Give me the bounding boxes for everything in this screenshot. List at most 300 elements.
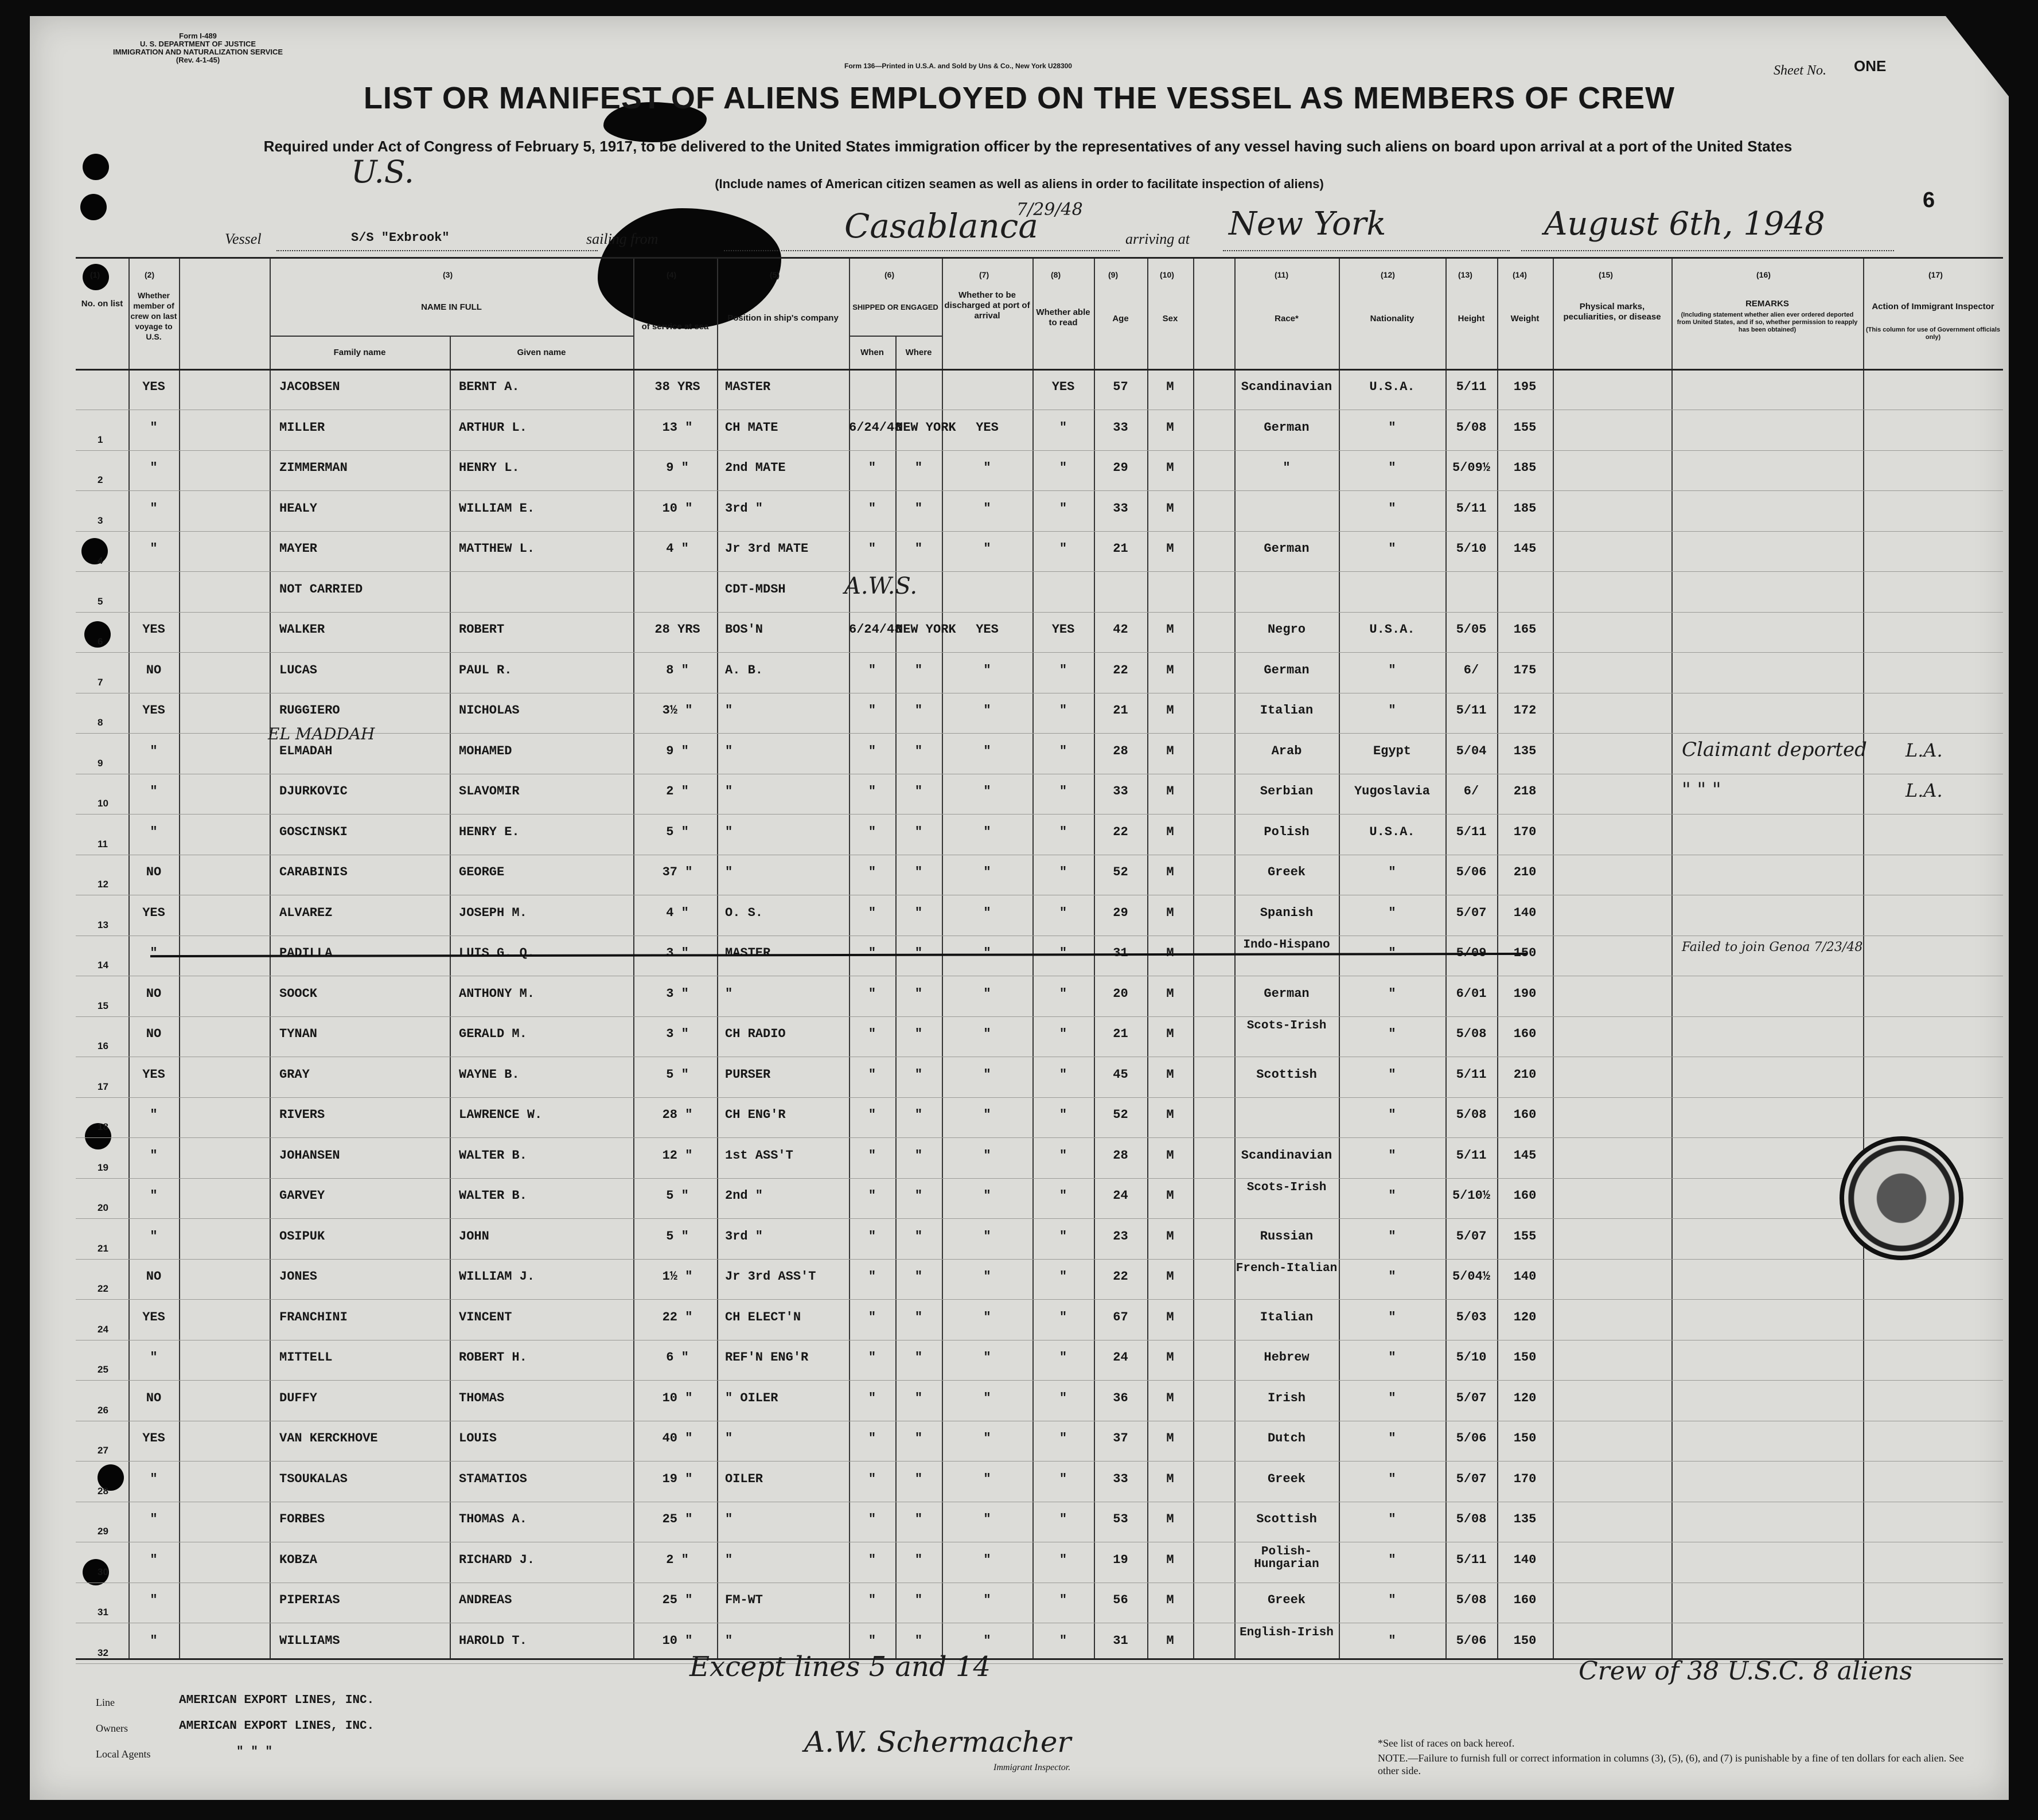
cell-age: 29 bbox=[1113, 461, 1128, 475]
row-number: 12 bbox=[98, 879, 108, 890]
cell-when: 6/24/48 bbox=[849, 420, 902, 435]
inspector-label: Immigrant Inspector. bbox=[993, 1763, 1071, 1772]
cell-service: 40 " bbox=[662, 1431, 693, 1445]
cell-race: Serbian bbox=[1260, 784, 1314, 798]
cell-where: " bbox=[914, 1310, 923, 1324]
cell-nationality: U.S.A. bbox=[1369, 824, 1415, 839]
cell-sex: M bbox=[1166, 1108, 1174, 1122]
cell-nationality: " bbox=[1388, 1471, 1396, 1486]
cell-service: 10 " bbox=[662, 1633, 693, 1648]
cell-weight: 160 bbox=[1513, 1188, 1537, 1203]
cell-race: Russian bbox=[1260, 1229, 1314, 1244]
cell-family: FRANCHINI bbox=[279, 1310, 348, 1324]
cell-race: German bbox=[1264, 662, 1310, 677]
cell-when: " bbox=[868, 905, 876, 920]
cell-nationality: U.S.A. bbox=[1369, 380, 1415, 394]
cell-nationality: " bbox=[1388, 1067, 1396, 1082]
cell-age: 36 bbox=[1113, 1390, 1128, 1405]
cell-service: 13 " bbox=[662, 420, 693, 435]
cell-age: 21 bbox=[1113, 703, 1128, 718]
cell-service: 5 " bbox=[666, 1188, 689, 1203]
printer-line: Form 136—Printed in U.S.A. and Sold by Uns & Co., New York U28300 bbox=[844, 62, 1072, 70]
cell-family: WILLIAMS bbox=[279, 1633, 340, 1648]
cell-position: Jr 3rd ASS'T bbox=[725, 1269, 816, 1284]
cell-age: 21 bbox=[1113, 541, 1128, 556]
cell-nationality: " bbox=[1388, 1148, 1396, 1163]
cell-family: KOBZA bbox=[279, 1552, 318, 1567]
cell-position: " bbox=[725, 824, 733, 839]
cell-member: " bbox=[150, 541, 158, 556]
cell-member: YES bbox=[142, 622, 165, 637]
vessel-rule bbox=[276, 250, 598, 251]
cell-service: 12 " bbox=[662, 1148, 693, 1163]
cell-weight: 185 bbox=[1513, 461, 1537, 475]
header-action: Action of Immigrant Inspector bbox=[1872, 302, 1994, 311]
cell-sex: M bbox=[1166, 1229, 1174, 1244]
table-row bbox=[76, 1503, 2003, 1542]
cell-given: MOHAMED bbox=[459, 743, 512, 758]
cell-age: 24 bbox=[1113, 1350, 1128, 1365]
cell-race: Scots-Irish bbox=[1246, 1181, 1327, 1194]
cell-sex: M bbox=[1166, 1593, 1174, 1607]
cell-where: " bbox=[914, 1471, 923, 1486]
cell-sex: M bbox=[1166, 1512, 1174, 1526]
cell-race: French-Italian bbox=[1236, 1262, 1338, 1275]
cell-position: " bbox=[725, 865, 733, 879]
cell-age: 22 bbox=[1113, 824, 1128, 839]
table-row bbox=[76, 1301, 2003, 1340]
row-number: 7 bbox=[98, 676, 103, 688]
cell-sex: M bbox=[1166, 743, 1174, 758]
cell-nationality: " bbox=[1388, 1633, 1396, 1648]
column-number: (9) bbox=[1108, 270, 1119, 279]
cell-age: 57 bbox=[1113, 380, 1128, 394]
cell-weight: 210 bbox=[1513, 1067, 1537, 1082]
cell-height: 6/ bbox=[1463, 662, 1479, 677]
cell-nationality: Yugoslavia bbox=[1354, 784, 1431, 798]
cell-discharged: " bbox=[983, 743, 991, 758]
cell-given: VINCENT bbox=[459, 1310, 512, 1324]
table-row bbox=[76, 1463, 2003, 1502]
cell-nationality: " bbox=[1388, 1229, 1396, 1244]
cell-family: NOT CARRIED bbox=[279, 582, 363, 597]
cell-service: 2 " bbox=[666, 784, 689, 798]
cell-family: RIVERS bbox=[279, 1108, 325, 1122]
column-number: (7) bbox=[979, 270, 989, 279]
column-number: (17) bbox=[1928, 270, 1943, 279]
cell-race: Polish-Hungarian bbox=[1254, 1545, 1319, 1571]
cell-age: 33 bbox=[1113, 420, 1128, 435]
inspector-signature: A.W. Schermacher bbox=[804, 1725, 1071, 1759]
cell-age: 23 bbox=[1113, 1229, 1128, 1244]
cell-age: 22 bbox=[1113, 1269, 1128, 1284]
cell-height: 5/11 bbox=[1456, 1067, 1487, 1082]
except-note: Except lines 5 and 14 bbox=[689, 1651, 991, 1683]
cell-race: Polish bbox=[1264, 824, 1310, 839]
table-row bbox=[76, 1584, 2003, 1623]
cell-sex: M bbox=[1166, 946, 1174, 960]
cell-age: 31 bbox=[1113, 1633, 1128, 1648]
cell-height: 5/08 bbox=[1456, 420, 1487, 435]
cell-weight: 140 bbox=[1513, 1552, 1537, 1567]
sailing-rule bbox=[724, 250, 1120, 251]
cell-weight: 195 bbox=[1513, 380, 1537, 394]
cell-given: THOMAS A. bbox=[459, 1512, 527, 1526]
cell-given: JOHN bbox=[459, 1229, 489, 1244]
cell-position: " bbox=[725, 1431, 733, 1445]
cell-given: ROBERT bbox=[459, 622, 505, 637]
header-nationality: Nationality bbox=[1370, 314, 1414, 324]
header-weight: Weight bbox=[1510, 314, 1540, 324]
cell-where: " bbox=[914, 743, 923, 758]
cell-read: " bbox=[1059, 1552, 1067, 1567]
table-row bbox=[76, 613, 2003, 653]
cell-given: HENRY E. bbox=[459, 824, 520, 839]
cell-sex: M bbox=[1166, 1471, 1174, 1486]
cell-race: Dutch bbox=[1267, 1431, 1306, 1445]
cell-read: " bbox=[1059, 865, 1067, 879]
cell-when: " bbox=[868, 743, 876, 758]
cell-position: 2nd MATE bbox=[725, 461, 786, 475]
header-sex: Sex bbox=[1162, 314, 1178, 324]
cell-service: 4 " bbox=[666, 905, 689, 920]
column-number: (11) bbox=[1275, 270, 1289, 279]
cell-read: " bbox=[1059, 784, 1067, 798]
cell-where: " bbox=[914, 1512, 923, 1526]
cell-family: ALVAREZ bbox=[279, 905, 333, 920]
cell-discharged: " bbox=[983, 1431, 991, 1445]
cell-nationality: " bbox=[1388, 501, 1396, 516]
cell-discharged: " bbox=[983, 1512, 991, 1526]
cell-height: 5/07 bbox=[1456, 905, 1487, 920]
cell-height: 5/11 bbox=[1456, 824, 1487, 839]
cell-given: HENRY L. bbox=[459, 461, 520, 475]
header-member: Whether member of crew on last voyage to U.S. bbox=[130, 291, 177, 341]
cell-service: 10 " bbox=[662, 501, 693, 516]
cell-given: WALTER B. bbox=[459, 1188, 527, 1203]
cell-family: DUFFY bbox=[279, 1390, 318, 1405]
cell-when: " bbox=[868, 1431, 876, 1445]
arriving-at: New York bbox=[1229, 205, 1386, 243]
cell-read: " bbox=[1059, 743, 1067, 758]
header-position: Position in ship's company bbox=[727, 313, 839, 323]
cell-sex: M bbox=[1166, 622, 1174, 637]
cell-race: Scots-Irish bbox=[1246, 1019, 1327, 1032]
cell-weight: 135 bbox=[1513, 743, 1537, 758]
cell-discharged: " bbox=[983, 1471, 991, 1486]
table-row bbox=[76, 816, 2003, 855]
cell-when: " bbox=[868, 1148, 876, 1163]
cell-race: Scandinavian bbox=[1241, 380, 1332, 394]
column-number: (12) bbox=[1381, 270, 1395, 279]
agents-value: " " " bbox=[236, 1745, 273, 1759]
cell-given: LAWRENCE W. bbox=[459, 1108, 543, 1122]
cell-nationality: " bbox=[1388, 420, 1396, 435]
cell-discharged: " bbox=[983, 1269, 991, 1284]
table-row bbox=[76, 492, 2003, 532]
cell-family: JONES bbox=[279, 1269, 318, 1284]
cell-read: " bbox=[1059, 1108, 1067, 1122]
cell-when: " bbox=[868, 1108, 876, 1122]
row-number: 4 bbox=[98, 555, 103, 566]
cell-service: 2 " bbox=[666, 1552, 689, 1567]
cell-read: " bbox=[1059, 905, 1067, 920]
cell-sex: M bbox=[1166, 1552, 1174, 1567]
cell-service: 25 " bbox=[662, 1593, 693, 1607]
cell-when: " bbox=[868, 461, 876, 475]
table-row bbox=[76, 1058, 2003, 1098]
table-row bbox=[76, 937, 2003, 976]
cell-family: FORBES bbox=[279, 1512, 325, 1526]
header-where: Where bbox=[905, 348, 932, 357]
cell-nationality: " bbox=[1388, 703, 1396, 718]
cell-height: 5/11 bbox=[1456, 380, 1487, 394]
cell-given: WILLIAM E. bbox=[459, 501, 535, 516]
cell-member: " bbox=[150, 743, 158, 758]
cell-member: " bbox=[150, 824, 158, 839]
row-number: 10 bbox=[98, 798, 108, 809]
cell-member: YES bbox=[142, 380, 165, 394]
cell-race: German bbox=[1264, 541, 1310, 556]
cell-where: " bbox=[914, 946, 923, 960]
column-number: (15) bbox=[1599, 270, 1613, 279]
cell-service: 5 " bbox=[666, 1229, 689, 1244]
cell-read: YES bbox=[1051, 622, 1075, 637]
cell-sex: M bbox=[1166, 1067, 1174, 1082]
cell-nationality: " bbox=[1388, 662, 1396, 677]
cell-nationality: " bbox=[1388, 986, 1396, 1001]
cell-height: 5/04 bbox=[1456, 743, 1487, 758]
cell-where: " bbox=[914, 461, 923, 475]
cell-family: GOSCINSKI bbox=[279, 824, 348, 839]
arrival-date: August 6th, 1948 bbox=[1544, 205, 1825, 243]
cell-family: MILLER bbox=[279, 420, 325, 435]
cell-sex: M bbox=[1166, 380, 1174, 394]
cell-weight: 210 bbox=[1513, 865, 1537, 879]
cell-where: " bbox=[914, 1067, 923, 1082]
cell-member: " bbox=[150, 1593, 158, 1607]
cell-read: " bbox=[1059, 1471, 1067, 1486]
header-given-name: Given name bbox=[517, 348, 566, 357]
cell-position: " bbox=[725, 1552, 733, 1567]
cell-where: " bbox=[914, 1552, 923, 1567]
cell-nationality: " bbox=[1388, 1027, 1396, 1041]
cell-age: 20 bbox=[1113, 986, 1128, 1001]
cell-weight: 175 bbox=[1513, 662, 1537, 677]
cell-read: " bbox=[1059, 1512, 1067, 1526]
row-number: 27 bbox=[98, 1445, 108, 1456]
cell-weight: 150 bbox=[1513, 946, 1537, 960]
cell-family: CARABINIS bbox=[279, 865, 348, 879]
cell-where: " bbox=[914, 1593, 923, 1607]
cell-weight: 218 bbox=[1513, 784, 1537, 798]
cell-family: OSIPUK bbox=[279, 1229, 325, 1244]
cell-read: " bbox=[1059, 1229, 1067, 1244]
cell-service: 5 " bbox=[666, 1067, 689, 1082]
crew-tally: Crew of 38 U.S.C. 8 aliens bbox=[1579, 1657, 1913, 1686]
arriving-rule bbox=[1223, 250, 1510, 251]
cell-member: NO bbox=[146, 662, 162, 677]
header-when: When bbox=[860, 348, 884, 357]
cell-height: 5/10½ bbox=[1452, 1188, 1490, 1203]
cell-age: 52 bbox=[1113, 1108, 1128, 1122]
header-age: Age bbox=[1112, 314, 1129, 324]
row-number: 20 bbox=[98, 1202, 108, 1213]
row-number: 3 bbox=[98, 515, 103, 526]
cell-age: 19 bbox=[1113, 1552, 1128, 1567]
cell-member: NO bbox=[146, 986, 162, 1001]
cell-weight: 140 bbox=[1513, 1269, 1537, 1284]
cell-position: 3rd " bbox=[725, 1229, 763, 1244]
cell-discharged: " bbox=[983, 501, 991, 516]
cell-height: 5/06 bbox=[1456, 1431, 1487, 1445]
cell-nationality: " bbox=[1388, 865, 1396, 879]
cell-position: CH MATE bbox=[725, 420, 778, 435]
cell-when: " bbox=[868, 1027, 876, 1041]
cell-discharged: " bbox=[983, 1390, 991, 1405]
cell-family: MITTELL bbox=[279, 1350, 333, 1365]
cell-weight: 120 bbox=[1513, 1390, 1537, 1405]
cell-height: 5/07 bbox=[1456, 1471, 1487, 1486]
cell-position: BOS'N bbox=[725, 622, 763, 637]
table-row bbox=[76, 451, 2003, 491]
remark-text: Failed to join Genoa 7/23/48 bbox=[1682, 940, 1863, 954]
cell-service: 6 " bbox=[666, 1350, 689, 1365]
sheet-number-value: ONE bbox=[1854, 57, 1887, 75]
cell-where: NEW YORK bbox=[895, 420, 956, 435]
cell-position: OILER bbox=[725, 1471, 763, 1486]
row-number: 6 bbox=[98, 636, 103, 647]
handwritten-us: U.S. bbox=[351, 154, 414, 190]
line-value: AMERICAN EXPORT LINES, INC. bbox=[179, 1694, 375, 1707]
cell-weight: 140 bbox=[1513, 905, 1537, 920]
header-remarks: REMARKS bbox=[1745, 299, 1789, 309]
table-row bbox=[76, 1544, 2003, 1583]
inspector-action: L.A. bbox=[1905, 780, 1943, 801]
cell-where: " bbox=[914, 1431, 923, 1445]
cell-position: CH ELECT'N bbox=[725, 1310, 801, 1324]
cell-position: " bbox=[725, 743, 733, 758]
cell-sex: M bbox=[1166, 541, 1174, 556]
cell-where: " bbox=[914, 1027, 923, 1041]
cell-family: JOHANSEN bbox=[279, 1148, 340, 1163]
table-row bbox=[76, 532, 2003, 572]
cell-weight: 120 bbox=[1513, 1310, 1537, 1324]
table-row bbox=[76, 654, 2003, 693]
cell-sex: M bbox=[1166, 1431, 1174, 1445]
cell-where: " bbox=[914, 1148, 923, 1163]
sailing-date: 7/29/48 bbox=[1016, 200, 1083, 220]
cell-given: GEORGE bbox=[459, 865, 505, 879]
column-number: (5) bbox=[770, 270, 780, 279]
cell-nationality: " bbox=[1388, 1593, 1396, 1607]
cell-family: TYNAN bbox=[279, 1027, 318, 1041]
header-able-to-read: Whether able to read bbox=[1036, 307, 1090, 328]
cell-service: 28 " bbox=[662, 1108, 693, 1122]
column-number: (1) bbox=[90, 270, 100, 279]
cell-height: 5/11 bbox=[1456, 703, 1487, 718]
table-row bbox=[76, 573, 2003, 613]
cell-height: 5/11 bbox=[1456, 501, 1487, 516]
cell-position: CH ENG'R bbox=[725, 1108, 786, 1122]
cell-height: 5/08 bbox=[1456, 1027, 1487, 1041]
cell-race: Greek bbox=[1267, 865, 1306, 879]
cell-sex: M bbox=[1166, 461, 1174, 475]
header-shipped: SHIPPED OR ENGAGED bbox=[852, 303, 938, 311]
cell-age: 21 bbox=[1113, 1027, 1128, 1041]
cell-given: ANTHONY M. bbox=[459, 986, 535, 1001]
cell-service: 28 YRS bbox=[654, 622, 700, 637]
cell-position: " OILER bbox=[725, 1390, 778, 1405]
cell-weight: 160 bbox=[1513, 1108, 1537, 1122]
cell-where: " bbox=[914, 784, 923, 798]
cell-family: TSOUKALAS bbox=[279, 1471, 348, 1486]
cell-sex: M bbox=[1166, 501, 1174, 516]
cell-nationality: U.S.A. bbox=[1369, 622, 1415, 637]
cell-nationality: " bbox=[1388, 1552, 1396, 1567]
cell-nationality: " bbox=[1388, 1108, 1396, 1122]
cell-height: 5/06 bbox=[1456, 1633, 1487, 1648]
cell-family: RUGGIERO bbox=[279, 703, 340, 718]
cell-when: " bbox=[868, 1188, 876, 1203]
cell-read: " bbox=[1059, 1350, 1067, 1365]
cell-age: 28 bbox=[1113, 1148, 1128, 1163]
cell-nationality: " bbox=[1388, 541, 1396, 556]
cell-sex: M bbox=[1166, 824, 1174, 839]
cell-position: Jr 3rd MATE bbox=[725, 541, 809, 556]
cell-discharged: " bbox=[983, 1148, 991, 1163]
cell-sex: M bbox=[1166, 1027, 1174, 1041]
sheet-number-label: Sheet No. bbox=[1774, 63, 1826, 78]
cell-when: " bbox=[868, 1229, 876, 1244]
cell-nationality: " bbox=[1388, 1188, 1396, 1203]
cell-read: " bbox=[1059, 946, 1067, 960]
cell-member: NO bbox=[146, 1390, 162, 1405]
cell-discharged: " bbox=[983, 1188, 991, 1203]
cell-where: " bbox=[914, 662, 923, 677]
header-name-in-full: NAME IN FULL bbox=[421, 302, 482, 312]
cell-member: " bbox=[150, 1471, 158, 1486]
table-row bbox=[76, 1139, 2003, 1179]
cell-position: " bbox=[725, 1512, 733, 1526]
cell-height: 5/08 bbox=[1456, 1593, 1487, 1607]
table-row bbox=[76, 775, 2003, 814]
cell-sex: M bbox=[1166, 1269, 1174, 1284]
table-row bbox=[76, 1341, 2003, 1381]
cell-member: " bbox=[150, 946, 158, 960]
table-row bbox=[76, 1382, 2003, 1421]
cell-sex: M bbox=[1166, 1148, 1174, 1163]
cell-discharged: " bbox=[983, 1027, 991, 1041]
cell-member: " bbox=[150, 1350, 158, 1365]
cell-given: SLAVOMIR bbox=[459, 784, 520, 798]
row-number: 18 bbox=[98, 1121, 108, 1132]
cell-age: 28 bbox=[1113, 743, 1128, 758]
cell-family: SOOCK bbox=[279, 986, 318, 1001]
cell-read: " bbox=[1059, 986, 1067, 1001]
cell-where: " bbox=[914, 703, 923, 718]
race-note: *See list of races on back hereof. bbox=[1378, 1737, 1515, 1749]
cell-when: " bbox=[868, 824, 876, 839]
cell-race: Irish bbox=[1267, 1390, 1306, 1405]
cell-position: A. B. bbox=[725, 662, 763, 677]
cell-service: 4 " bbox=[666, 541, 689, 556]
cell-where: " bbox=[914, 1188, 923, 1203]
row-number: 31 bbox=[98, 1607, 108, 1618]
cell-weight: 135 bbox=[1513, 1512, 1537, 1526]
cell-where: " bbox=[914, 1269, 923, 1284]
cell-height: 5/08 bbox=[1456, 1512, 1487, 1526]
